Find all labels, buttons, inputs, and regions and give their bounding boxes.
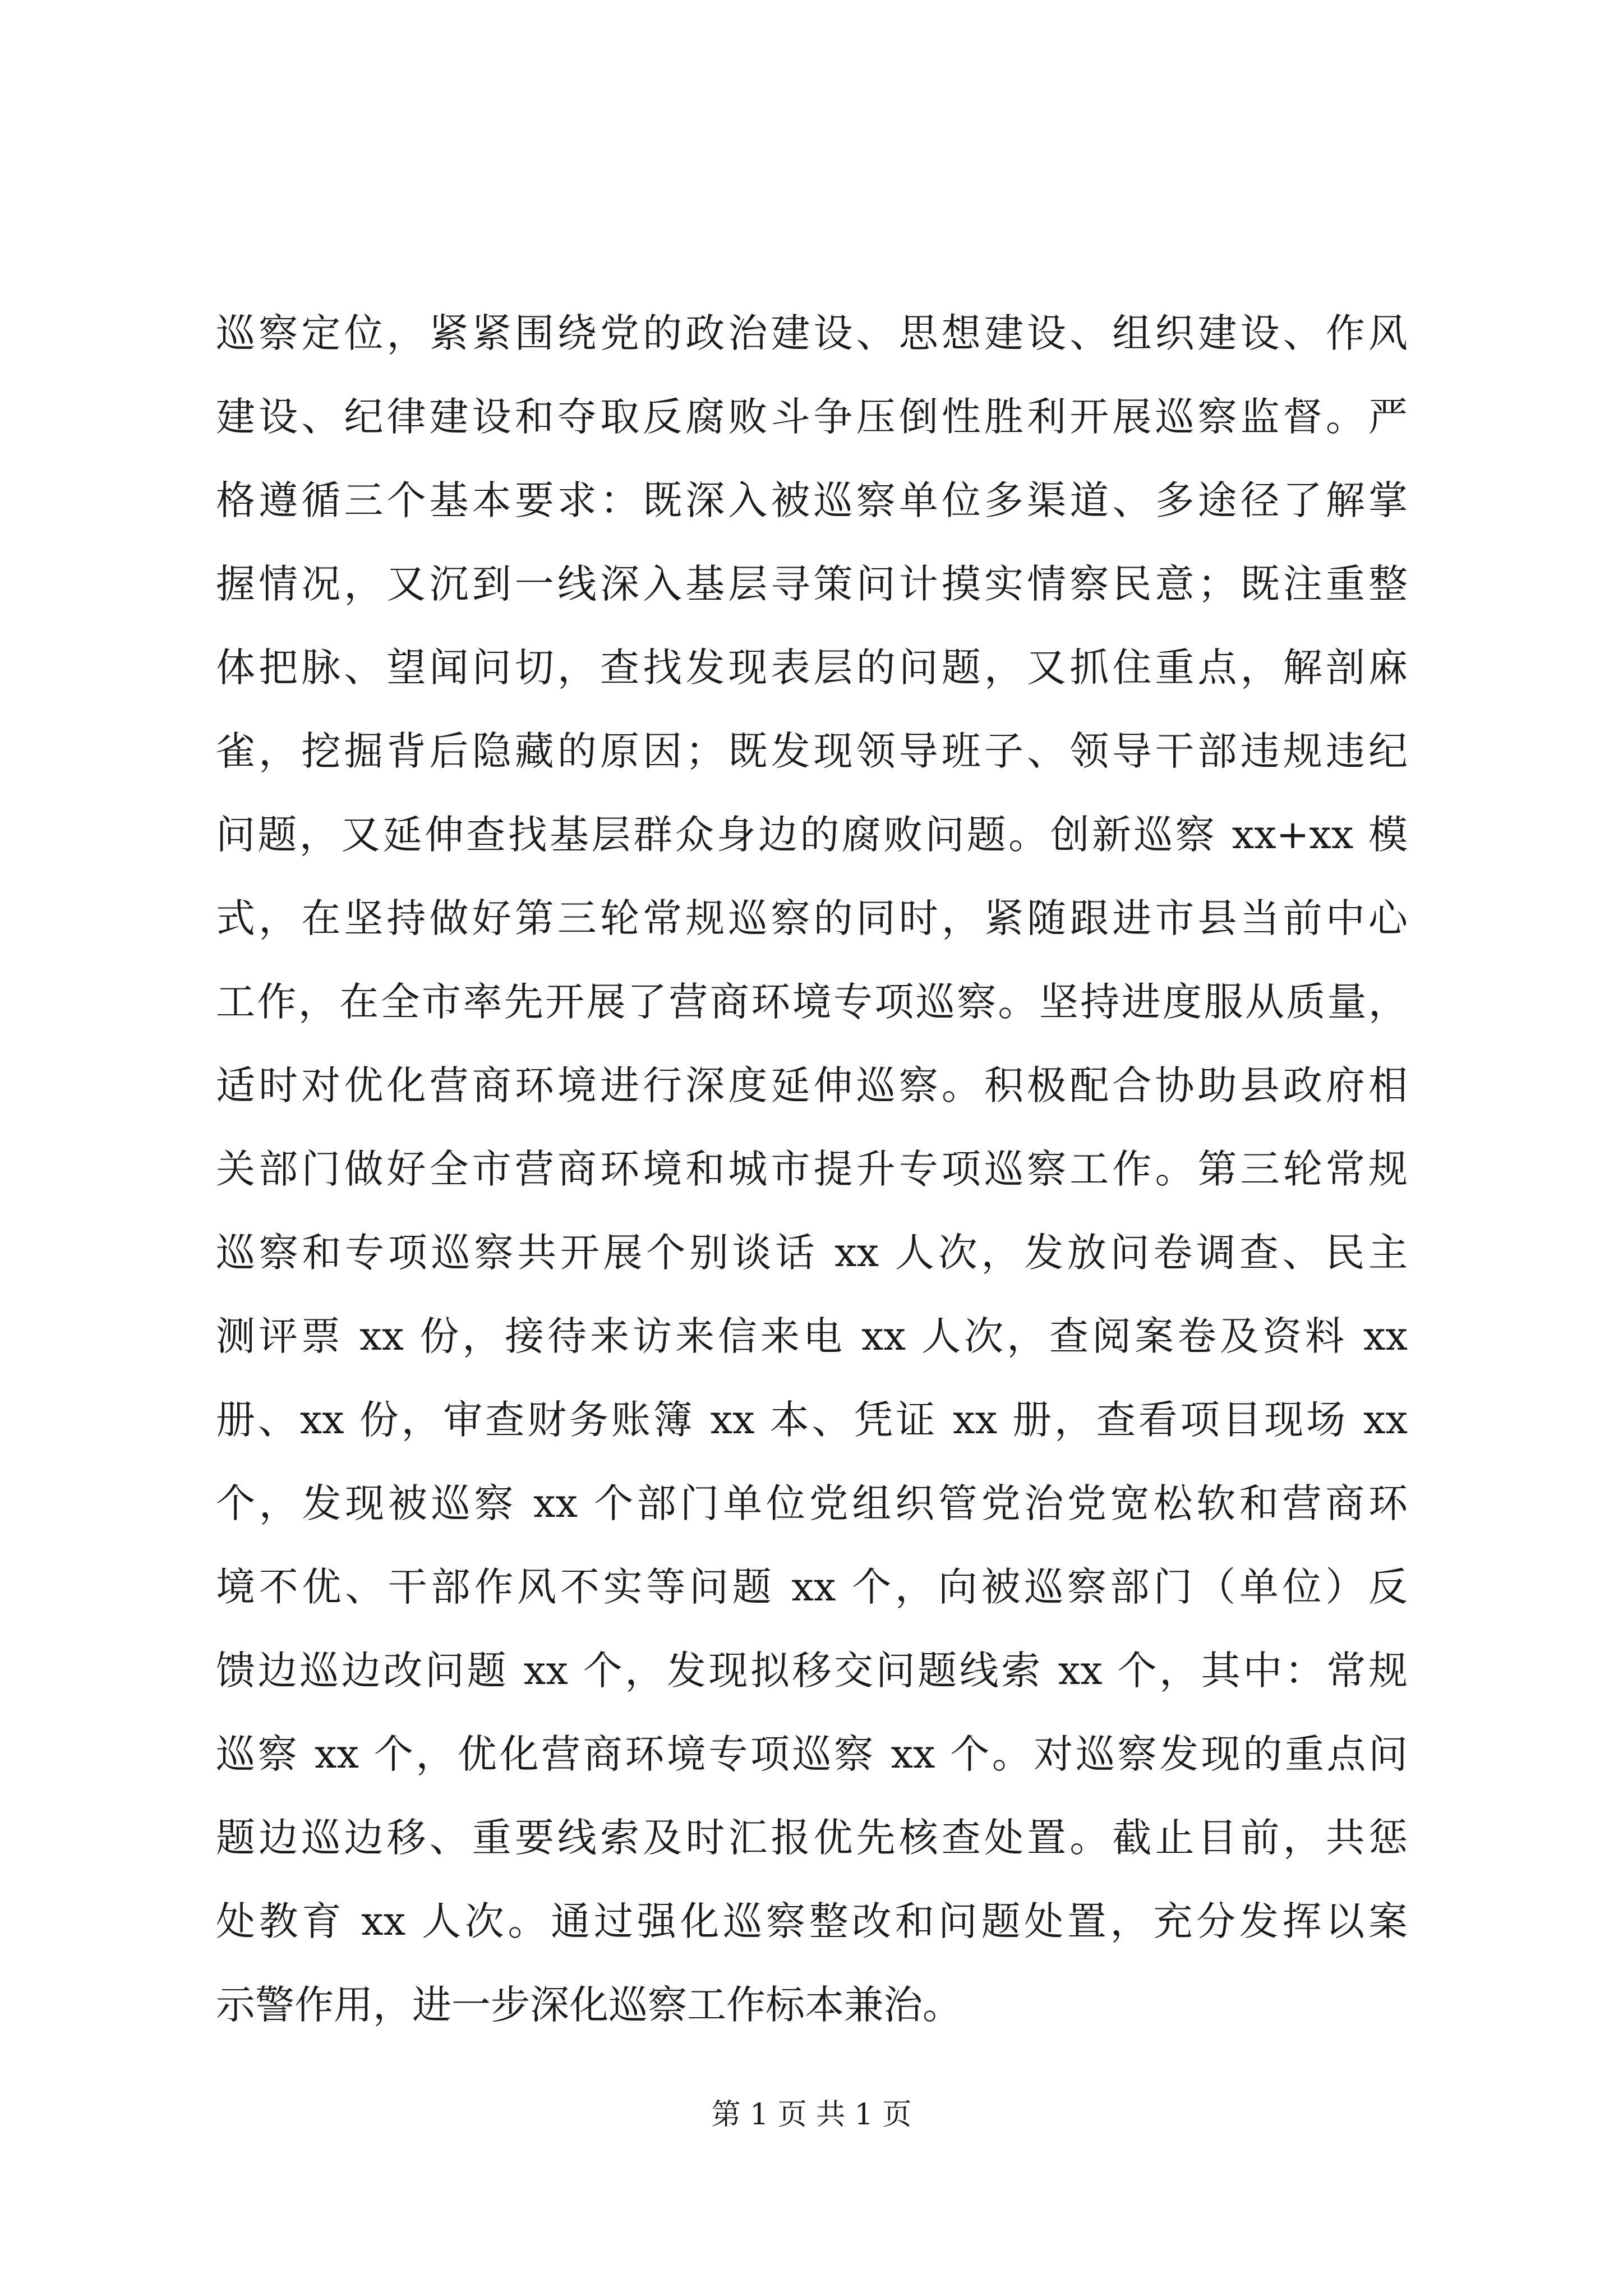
text-line: 式，在坚持做好第三轮常规巡察的同时，紧随跟进市县当前中心 <box>216 895 1408 941</box>
text-line: 境不优、干部作风不实等问题 xx 个，向被巡察部门（单位）反 <box>216 1564 1408 1610</box>
text-line: 馈边巡边改问题 xx 个，发现拟移交问题线索 xx 个，其中：常规 <box>216 1648 1408 1694</box>
text-line: 体把脉、望闻问切，查找发现表层的问题，又抓住重点，解剖麻 <box>216 645 1408 691</box>
text-line: 题边巡边移、重要线索及时汇报优先核查处置。截止目前，共惩 <box>216 1815 1408 1861</box>
text-line: 测评票 xx 份，接待来访来信来电 xx 人次，查阅案卷及资料 xx <box>216 1313 1408 1359</box>
text-line: 册、xx 份，审查财务账簿 xx 本、凭证 xx 册，查看项目现场 xx <box>216 1397 1408 1443</box>
page-number-footer: 第 1 页 共 1 页 <box>711 2098 912 2132</box>
text-line: 问题，又延伸查找基层群众身边的腐败问题。创新巡察 xx+xx 模 <box>216 812 1408 858</box>
text-line: 巡察 xx 个，优化营商环境专项巡察 xx 个。对巡察发现的重点问 <box>216 1731 1408 1777</box>
text-line: 巡察和专项巡察共开展个别谈话 xx 人次，发放问卷调查、民主 <box>216 1230 1408 1276</box>
text-line: 个，发现被巡察 xx 个部门单位党组织管党治党宽松软和营商环 <box>216 1480 1408 1526</box>
text-line: 握情况，又沉到一线深入基层寻策问计摸实情察民意；既注重整 <box>216 561 1408 607</box>
text-line: 关部门做好全市营商环境和城市提升专项巡察工作。第三轮常规 <box>216 1146 1408 1192</box>
text-line: 建设、纪律建设和夺取反腐败斗争压倒性胜利开展巡察监督。严 <box>216 394 1408 440</box>
text-line: 格遵循三个基本要求：既深入被巡察单位多渠道、多途径了解掌 <box>216 477 1408 523</box>
text-line: 处教育 xx 人次。通过强化巡察整改和问题处置，充分发挥以案 <box>216 1898 1408 1944</box>
text-line: 示警作用，进一步深化巡察工作标本兼治。 <box>216 1982 962 2028</box>
text-line: 适时对优化营商环境进行深度延伸巡察。积极配合协助县政府相 <box>216 1062 1408 1108</box>
text-line: 巡察定位，紧紧围绕党的政治建设、思想建设、组织建设、作风 <box>216 310 1408 356</box>
body-paragraph <box>216 292 1408 2047</box>
text-line: 工作，在全市率先开展了营商环境专项巡察。坚持进度服从质量， <box>216 979 1408 1025</box>
text-line: 雀，挖掘背后隐藏的原因；既发现领导班子、领导干部违规违纪 <box>216 728 1408 774</box>
